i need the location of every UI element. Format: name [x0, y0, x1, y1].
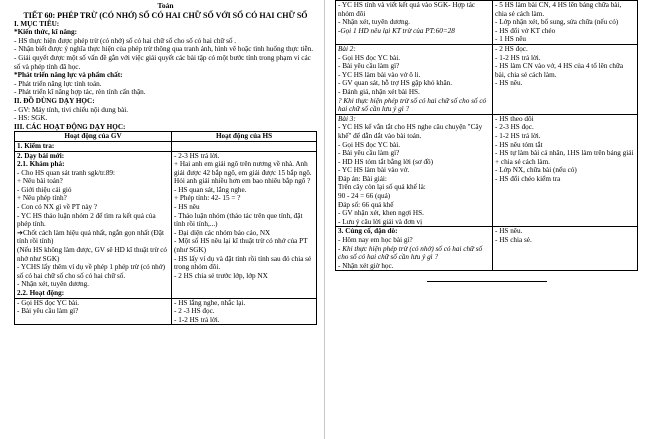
intro-line: I. MỤC TIÊU:: [14, 19, 60, 28]
cell-line: + Nêu bài toán?: [17, 177, 63, 186]
intro-line: - Nhận biết được ý nghĩa thực hiện của phép trừ thông qua tranh ảnh, hình vẽ hoặc tình huống thực tiễn.: [14, 45, 314, 54]
cell-line: - 1-2 HS trả lời.: [495, 131, 541, 140]
cell-line: 2. Dạy bài mới:: [17, 151, 65, 160]
teacher-cell: [15, 298, 172, 325]
table-row: [15, 151, 317, 298]
cell-line: - HS đổi chéo kiểm tra: [495, 174, 561, 183]
cell-line: - YC HS làm bài vào vở.: [338, 166, 410, 175]
cell-line: - Gọi HS đọc YC bài.: [338, 53, 401, 62]
intro-line: - Phát triển năng lực tính toán.: [14, 79, 102, 88]
cell-line: - HS nêu tóm tắt: [495, 140, 543, 149]
table-row: [15, 298, 317, 325]
cell-line: - YC HS tính và viết kết quả vào SGK- Hợp tác nhóm đôi: [338, 1, 476, 18]
intro-line: II. ĐỒ DÙNG DẠY HỌC:: [14, 96, 95, 105]
cell-line: - YC HS kể vắn tắt cho HS nghe câu chuyện "Cây khế" để dẫn dắt vào bài toán.: [338, 123, 483, 140]
cell-line: + Nêu phép tính?: [17, 194, 67, 203]
teacher-cell: [15, 141, 172, 151]
cell-line: - YC HS thảo luận nhóm 2 để tìm ra kết quả của phép tính.: [17, 211, 156, 229]
cell-line: (Nếu HS không làm được, GV sẽ HD kĩ thuật trừ có nhớ như SGK): [17, 246, 167, 263]
cell-line: - YC HS làm bài vào vở ô li.: [338, 70, 421, 79]
table-row: [336, 227, 638, 271]
teacher-cell: [336, 1, 493, 45]
cell-line: - YCHS lấy thêm ví dụ về phép 1 phép trừ (có nhớ) số có hai chữ số cho số có hai chữ số.: [17, 263, 165, 280]
cell-line: ➔Chốt cách làm hiệu quả nhất, ngắn gọn nhất (Đặt tính rồi tính): [17, 228, 164, 246]
cell-line: 3. Củng cố, dặn dò:: [338, 227, 398, 236]
student-cell: [493, 114, 638, 227]
table-row: [336, 114, 638, 227]
cell-line: - Gọi HS đọc YC bài.: [338, 140, 401, 149]
cell-line: - HS chia sẻ.: [495, 236, 532, 245]
lesson-intro: [14, 20, 317, 132]
cell-line: 1. Kiểm tra:: [17, 141, 55, 150]
cell-line: - Giới thiệu cái giỏ: [17, 185, 72, 194]
cell-line: - Thảo luận nhóm (thảo tác trên que tính, đặt tính rồi tính,...): [174, 211, 303, 229]
student-cell: [172, 298, 317, 325]
intro-line: - HS thực hiện được phép trừ (có nhớ) số có hai chữ số cho số có hai chữ số .: [14, 36, 237, 45]
intro-line: - GV: Máy tính, tivi chiếu nội dung bài.: [14, 105, 129, 114]
cell-line: - HS tự làm bài cá nhân, 1HS làm trên bảng giải + chia sẻ cách làm.: [495, 149, 634, 166]
cell-line: - Bài yêu cầu làm gì?: [17, 307, 79, 316]
intro-line: - HS: SGK.: [14, 114, 48, 123]
cell-line: - GV nhận xét, khen ngợi HS.: [338, 209, 424, 218]
activity-table-left: [14, 131, 317, 325]
teacher-cell: [336, 114, 493, 227]
lesson-title: TIẾT 60: PHÉP TRỪ (CÓ NHỚ) SỐ CÓ HAI CHỮ SỐ VỚI SỐ CÓ HAI CHỮ SỐ: [23, 10, 308, 20]
cell-line: - 5 HS làm bài CN, 4 HS lên bảng chữa bài, chia sẻ cách làm.: [495, 1, 622, 18]
student-cell: [172, 141, 317, 151]
cell-line: - 2 HS đọc.: [495, 44, 528, 53]
cell-line: - Hôm nay em học bài gì?: [338, 236, 413, 245]
cell-line: - 1-2 HS trả lời.: [495, 53, 541, 62]
cell-line: - HS lấy ví dụ và đặt tính rồi tính sau đó chia sẻ trong nhóm đôi.: [174, 254, 312, 272]
cell-line: - HS nêu: [174, 203, 200, 212]
intro-line: III. CÁC HOẠT ĐỘNG DẠY HỌC:: [14, 122, 126, 131]
table-row: [15, 141, 317, 151]
cell-line: Bài 2:: [338, 44, 356, 53]
activity-table-right: [335, 0, 638, 271]
cell-line: - Bài yêu cầu làm gì?: [338, 62, 400, 71]
cell-line: - 2 -3 HS đọc.: [174, 307, 215, 316]
student-cell: [172, 151, 317, 298]
cell-line: - HD HS tóm tắt bằng lời (sơ đồ): [338, 157, 434, 166]
intro-line: *Kiến thức, kĩ năng:: [14, 28, 78, 37]
end-line: [427, 281, 547, 282]
cell-line: - GV quan sát, hỗ trợ HS gặp khó khăn.: [338, 79, 453, 88]
student-cell: [493, 1, 638, 45]
cell-line: - Nhận xét, tuyên dương.: [17, 280, 89, 289]
cell-line: - Gọi HS đọc YC bài.: [17, 298, 80, 307]
cell-line: - Lớp nhận xét, bổ sung, sửa chữa (nếu có): [495, 18, 619, 27]
cell-line: 90 - 24 = 66 (quả): [338, 192, 391, 201]
cell-line: Đáp án: Bài giải:: [338, 174, 387, 183]
cell-line: - 2-3 HS trả lời.: [174, 151, 220, 160]
header-teacher: Hoạt động của GV: [15, 132, 172, 142]
cell-line: - Cho HS quan sát tranh sgk/tr.89:: [17, 168, 116, 177]
cell-line: - Nhận xét, tuyên dương.: [338, 18, 410, 27]
cell-line: Bài 3:: [338, 114, 356, 123]
cell-line: - HS nêu.: [495, 79, 523, 88]
intro-line: - Phát triển kĩ năng hợp tác, rèn tính cẩn thận.: [14, 88, 146, 97]
cell-line: - Con có NX gì về PT này ?: [17, 203, 98, 212]
cell-line: -Gọi 1 HD nêu lại KT trừ của PT:60=28: [338, 26, 455, 35]
student-cell: [493, 227, 638, 271]
cell-line: Trên cây còn lại số quả khế là:: [338, 183, 426, 192]
cell-line: - HS nêu.: [495, 227, 523, 236]
teacher-cell: [336, 44, 493, 114]
cell-line: - HS lắng nghe, nhắc lại.: [174, 298, 246, 307]
cell-line: Đáp số: 66 quả khế: [338, 200, 394, 209]
table-row: [336, 1, 638, 45]
cell-line: - Khi thực hiện phép trừ (có nhớ) số có hai chữ số cho số có hai chữ số cần lưu ý gì ?: [338, 244, 483, 262]
cell-line: + Hai anh em giải ngô trên nương về nhà. Anh giải được 42 bắp ngô, em giải được 15 bắp ngô. Hỏi anh giải nhiều hơn em bao nhiêu bắp ngô ?: [174, 160, 312, 186]
cell-line: - Đại diện các nhóm báo cáo, NX: [174, 228, 271, 237]
teacher-cell: [336, 227, 493, 271]
cell-line: - Lưu ý câu lời giải và đơn vị: [338, 217, 423, 226]
cell-line: - HS theo dõi: [495, 114, 534, 123]
cell-line: 2.1. Khám phá:: [17, 160, 65, 169]
cell-line: - HS quan sát, lắng nghe.: [174, 185, 247, 194]
cell-line: - Bài yêu cầu làm gì?: [338, 149, 400, 158]
cell-line: - HS đổi vở KT chéo: [495, 26, 556, 35]
page-right-content: [335, 0, 638, 282]
intro-line: *Phát triển năng lực và phẩm chất:: [14, 71, 123, 80]
cell-line: - 1 HS nêu: [495, 35, 526, 44]
cell-line: + Phép tính: 42- 15 = ?: [174, 194, 241, 203]
intro-line: - Giải quyết được một số vấn đề gắn với việc giải quyết các bài tập có một bước tính trong phạm vi các số và phép tính đã học.: [14, 53, 311, 71]
cell-line: - 1-2 HS trả lời.: [174, 315, 220, 324]
cell-line: - 2 HS chia sẻ trước lớp, lớp NX: [174, 271, 268, 280]
page-left-content: [14, 0, 317, 325]
header-student: Hoạt động của HS: [172, 132, 317, 142]
cell-line: 2.2. Hoạt động:: [17, 289, 65, 297]
cell-line: ? Khi thực hiện phép trừ số có hai chữ số cho số có hai chữ số cần lưu ý gì ?: [338, 96, 487, 114]
subject-title: Toán: [157, 1, 174, 10]
student-cell: [493, 44, 638, 114]
table-row: [336, 44, 638, 114]
cell-line: - HS làm CN vào vở, 4 HS của 4 tổ lên chữa bài, chia sẻ cách làm.: [495, 62, 624, 79]
teacher-cell: [15, 151, 172, 298]
cell-line: - Đánh giá, nhận xét bài HS.: [338, 87, 420, 96]
cell-line: - Nhận xét giờ học.: [338, 261, 394, 270]
page-right: [325, 0, 650, 439]
cell-line: - Lớp NX, chữa bài (nếu có): [495, 166, 577, 175]
cell-line: - 2-3 HS đọc.: [495, 123, 534, 132]
cell-line: - Một số HS nêu lại kĩ thuật trừ có nhớ của PT (như SGK): [174, 237, 308, 255]
